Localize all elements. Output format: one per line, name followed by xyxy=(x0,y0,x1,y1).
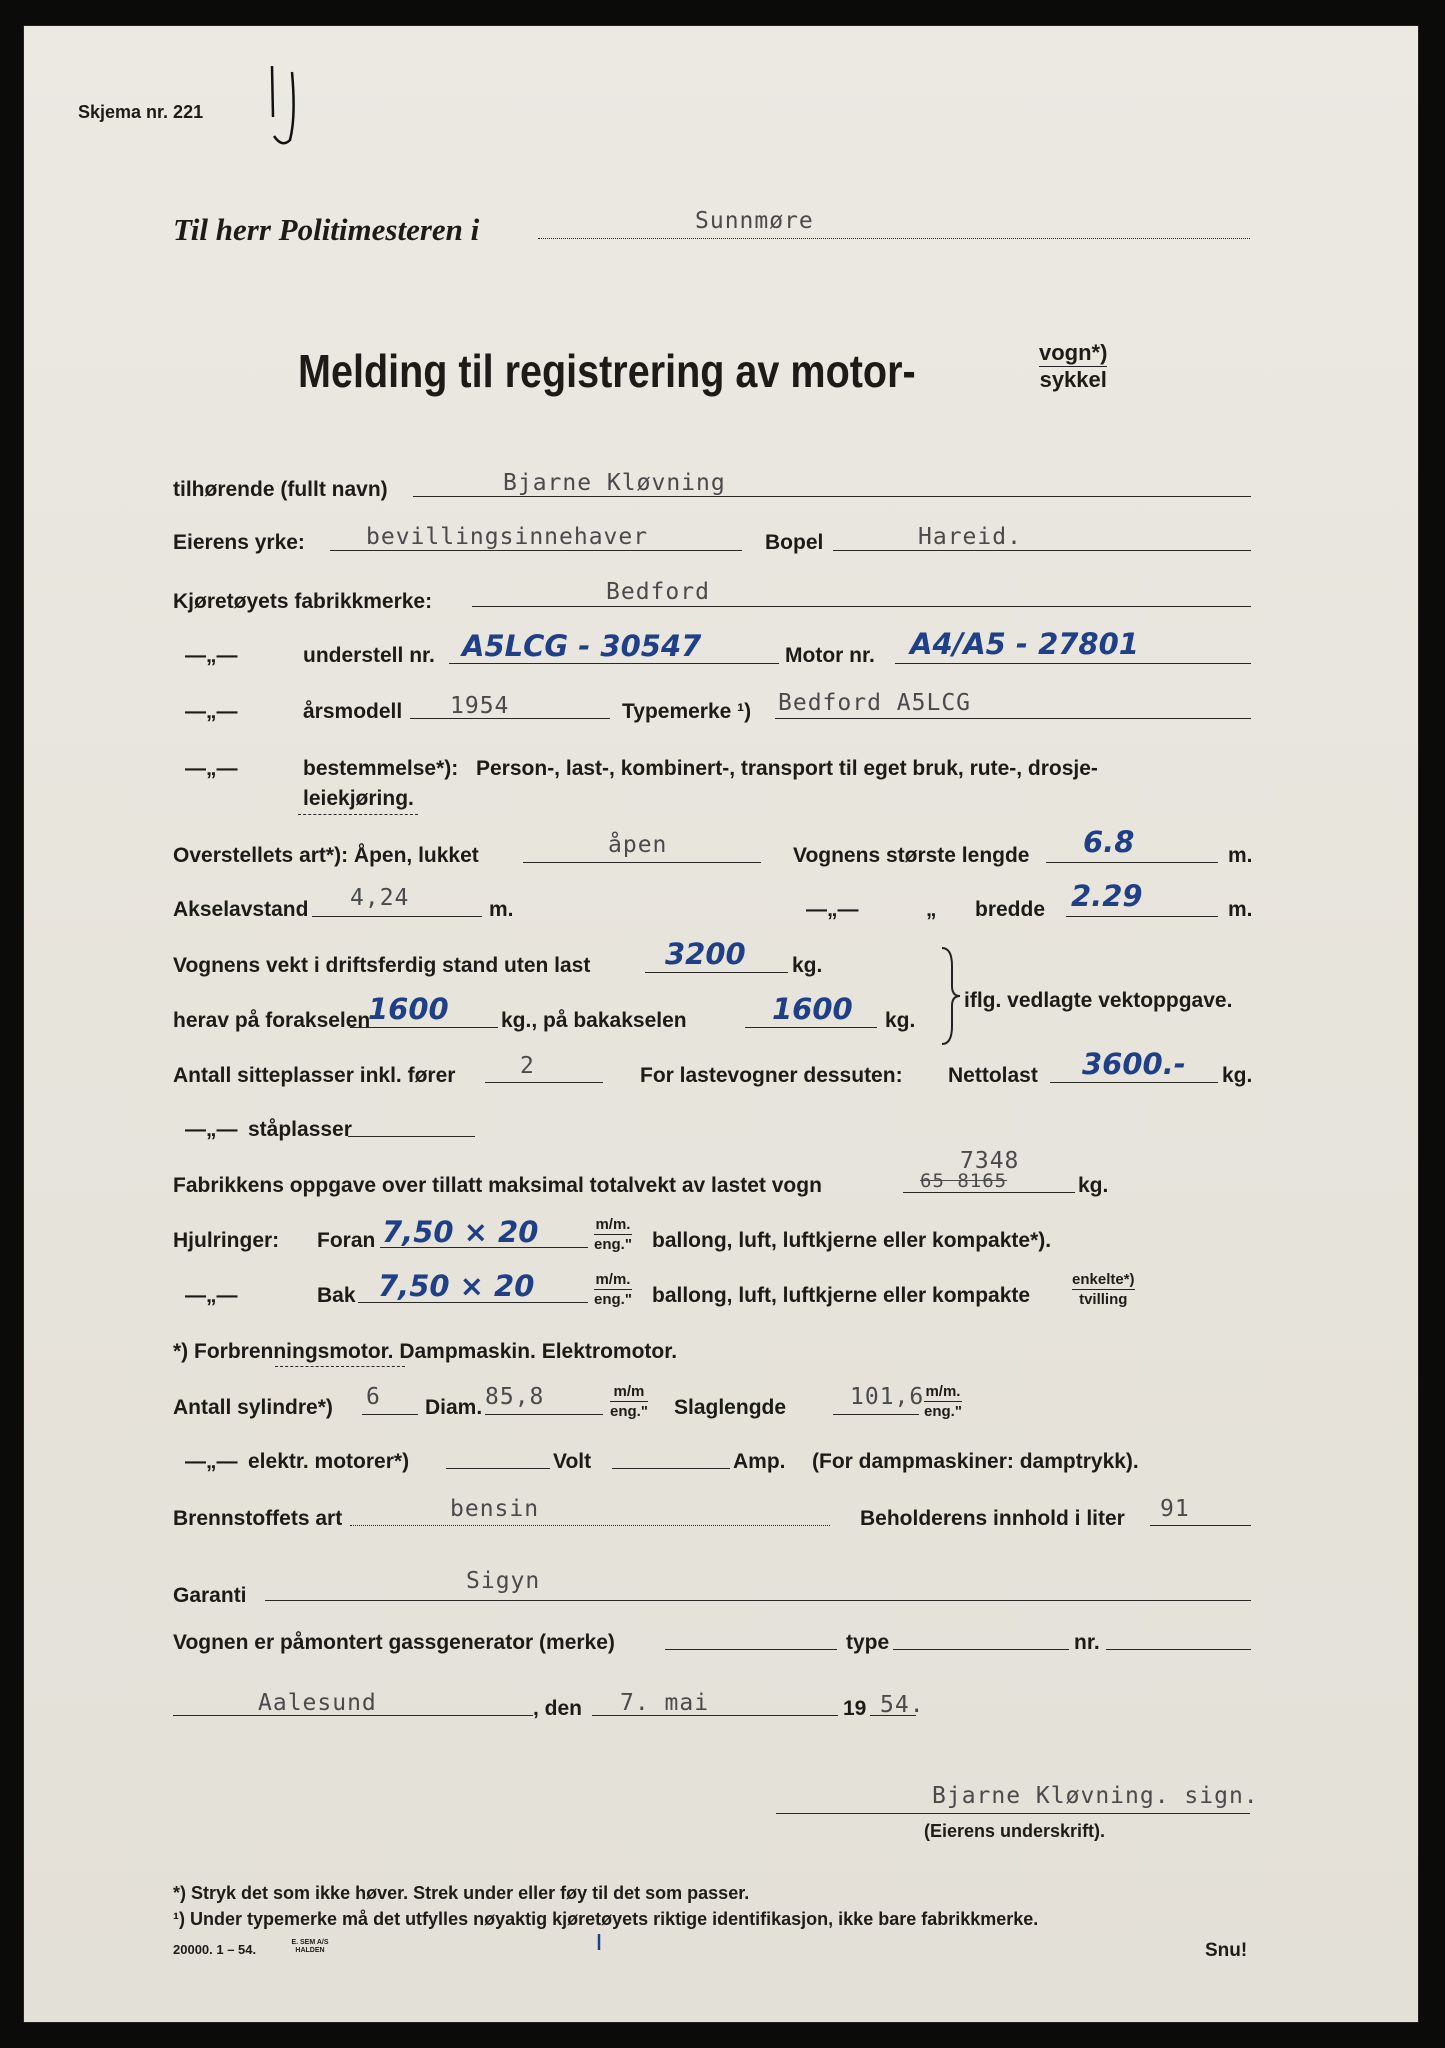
ditto-mark-6: —„— xyxy=(185,1118,238,1141)
tank-line xyxy=(1150,1525,1251,1526)
signature-line xyxy=(776,1813,1250,1814)
diameter-label: Diam. xyxy=(425,1396,483,1419)
weight-certificate-note: iflg. vedlagte vektoppgave. xyxy=(964,989,1233,1012)
addressee-label: Til herr Politimesteren i xyxy=(173,212,480,247)
tires-label: Hjulringer: xyxy=(173,1229,280,1252)
payload-label: Nettolast xyxy=(948,1064,1038,1087)
diameter-value: 85,8 xyxy=(485,1384,545,1410)
model-year: 1954 xyxy=(450,693,510,719)
owner-signature: Bjarne Kløvning. sign. xyxy=(932,1783,1259,1809)
occupation-label: Eierens yrke: xyxy=(173,531,305,554)
length-label: Vognens største lengde xyxy=(793,844,1030,867)
occupation-line xyxy=(330,550,742,551)
front-tire-unit xyxy=(594,1217,632,1252)
ditto-mark-2: —„— xyxy=(185,700,238,723)
make-line xyxy=(472,606,1251,607)
stroke-unit-bottom: eng." xyxy=(924,1403,962,1420)
owner-name-line xyxy=(413,496,1251,497)
rear-tire-size: 7,50 × 20 xyxy=(378,1269,535,1303)
body-label: Overstellets art*): Åpen, lukket xyxy=(173,844,479,867)
front-tire-unit-top: m/m. xyxy=(595,1216,631,1233)
electric-motors-line xyxy=(446,1468,550,1469)
owner-name: Bjarne Kløvning xyxy=(503,470,726,496)
diameter-unit xyxy=(610,1384,648,1419)
type-value: Bedford A5LCG xyxy=(778,690,972,716)
gas-type-line xyxy=(893,1649,1069,1650)
purpose-options: Person-, last-, kombinert-, transport til eget bruk, rute-, drosje- xyxy=(476,757,1098,780)
front-axle-label: herav på forakselen xyxy=(173,1009,371,1032)
width-line xyxy=(1066,916,1218,917)
front-axle-weight: 1600 xyxy=(368,992,449,1026)
front-tire-unit-bottom: eng." xyxy=(594,1236,632,1253)
ditto-mark-1: —„— xyxy=(185,644,238,667)
diameter-unit-bottom: eng." xyxy=(610,1403,648,1420)
curb-weight-line xyxy=(645,972,788,973)
rear-axle-unit: kg. xyxy=(885,1009,916,1032)
title-fraction xyxy=(1039,342,1107,391)
payload-value: 3600.- xyxy=(1082,1047,1186,1081)
rear-tire-unit xyxy=(594,1272,632,1307)
tank-value: 91 xyxy=(1160,1496,1190,1522)
residence: Hareid. xyxy=(918,524,1022,550)
max-weight: 7348 xyxy=(960,1148,1020,1174)
wheelbase-label: Akselavstand xyxy=(173,898,309,921)
chassis-label: understell nr. xyxy=(303,644,435,667)
max-weight-unit: kg. xyxy=(1078,1174,1109,1197)
body-line xyxy=(523,862,761,863)
ditto-mark-7: —„— xyxy=(185,1284,238,1307)
amp-label: Amp. xyxy=(733,1450,786,1473)
standing-label: ståplasser xyxy=(248,1118,352,1141)
width-label: bredde xyxy=(975,898,1046,921)
gas-generator-label: Vognen er påmontert gassgenerator (merke) xyxy=(173,1631,615,1654)
brace-mark xyxy=(938,946,962,1046)
stroke-value: 101,6 xyxy=(850,1384,925,1410)
curb-weight: 3200 xyxy=(665,937,746,971)
wheelbase-unit: m. xyxy=(489,898,514,921)
title-frac-bottom: sykkel xyxy=(1039,367,1107,392)
year-prefix: 19 xyxy=(843,1697,867,1720)
diameter-line xyxy=(485,1414,603,1415)
guarantee-value: Sigyn xyxy=(466,1568,541,1594)
tire-mounting-single: enkelte*) xyxy=(1072,1271,1135,1288)
stroke-unit xyxy=(924,1384,962,1419)
steam-note: (For dampmaskiner: damptrykk). xyxy=(812,1450,1139,1473)
body-value: åpen xyxy=(608,832,668,858)
rear-axle-weight: 1600 xyxy=(772,992,853,1026)
rear-axle-line xyxy=(745,1027,877,1028)
engine-number-label: Motor nr. xyxy=(785,644,875,667)
date-label: , den xyxy=(533,1697,583,1720)
title-frac-top: vogn*) xyxy=(1039,340,1108,365)
front-tires-label: Foran xyxy=(317,1229,376,1252)
type-line xyxy=(775,718,1251,719)
engine-kind-underline xyxy=(275,1366,405,1367)
make-label: Kjøretøyets fabrikkmerke: xyxy=(173,590,433,613)
fuel-line xyxy=(350,1525,830,1526)
place: Aalesund xyxy=(258,1690,377,1716)
purpose-underline xyxy=(298,814,418,815)
max-weight-label: Fabrikkens oppgave over tillatt maksimal totalvekt av lastet vogn xyxy=(173,1174,822,1197)
max-weight-struck: 65 8165 xyxy=(920,1170,1008,1192)
cylinders-label: Antall sylindre*) xyxy=(173,1396,333,1419)
width-unit: m. xyxy=(1228,898,1253,921)
gas-nr-label: nr. xyxy=(1074,1631,1100,1654)
fuel-value: bensin xyxy=(450,1496,540,1522)
payload-line xyxy=(1050,1082,1218,1083)
cylinders-line xyxy=(362,1414,418,1415)
printer-mark: E. SEM A/S HALDEN xyxy=(291,1939,329,1954)
occupation: bevillingsinnehaver xyxy=(366,524,649,550)
cylinders-value: 6 xyxy=(366,1384,381,1410)
tire-mounting xyxy=(1072,1272,1135,1307)
rear-tire-types: ballong, luft, luftkjerne eller kompakte xyxy=(652,1284,1031,1307)
rear-tire-unit-top: m/m. xyxy=(595,1271,631,1288)
seats-label: Antall sitteplasser inkl. fører xyxy=(173,1064,456,1087)
gas-type-label: type xyxy=(846,1631,890,1654)
pen-mark xyxy=(262,62,312,152)
residence-label: Bopel xyxy=(765,531,824,554)
curb-weight-unit: kg. xyxy=(792,954,823,977)
volt-line xyxy=(612,1468,730,1469)
ditto-mark-4: —„— xyxy=(806,898,859,921)
length-value: 6.8 xyxy=(1083,825,1135,859)
purpose-options-cont: leiekjøring. xyxy=(303,787,414,810)
guarantee-line xyxy=(265,1600,1251,1601)
residence-line xyxy=(833,550,1251,551)
front-tire-size: 7,50 × 20 xyxy=(382,1215,539,1249)
stroke-label: Slaglengde xyxy=(674,1396,787,1419)
purpose-label: bestemmelse*): xyxy=(303,757,459,780)
guarantee-label: Garanti xyxy=(173,1584,247,1607)
rear-tires-label: Bak xyxy=(317,1284,356,1307)
chassis-number: A5LCG - 30547 xyxy=(462,629,702,663)
footnote-strike: *) Stryk det som ikke høver. Strek under eller føy til det som passer. xyxy=(173,1883,750,1903)
print-info: 20000. 1 – 54. xyxy=(173,1942,257,1957)
form-title: Melding til registrering av motor- xyxy=(298,345,916,397)
model-year-label: årsmodell xyxy=(303,700,403,723)
addressee-line xyxy=(538,238,1250,239)
stroke-unit-top: m/m. xyxy=(925,1383,961,1400)
tire-mounting-dual: tvilling xyxy=(1079,1291,1128,1308)
stroke-line xyxy=(833,1414,919,1415)
fuel-label: Brennstoffets art xyxy=(173,1507,343,1530)
wheelbase-line xyxy=(312,916,482,917)
signature-caption: (Eierens underskrift). xyxy=(924,1821,1106,1841)
cargo-note: For lastevogner dessuten: xyxy=(640,1064,903,1087)
max-weight-line xyxy=(903,1192,1075,1193)
payload-unit: kg. xyxy=(1222,1064,1253,1087)
form-number: Skjema nr. 221 xyxy=(78,102,204,122)
gas-generator-line xyxy=(665,1649,837,1650)
addressee-value: Sunnmøre xyxy=(695,208,814,234)
chassis-line xyxy=(449,663,779,664)
wheelbase-value: 4,24 xyxy=(350,885,410,911)
electric-motors-label: elektr. motorer*) xyxy=(248,1450,410,1473)
length-unit: m. xyxy=(1228,844,1253,867)
pen-tick xyxy=(594,1932,604,1954)
seats-value: 2 xyxy=(520,1053,535,1079)
engine-kinds: *) Forbrenningsmotor. Dampmaskin. Elektromotor. xyxy=(173,1340,678,1363)
ditto-mark-5: „ xyxy=(926,898,937,921)
engine-number-line xyxy=(895,663,1251,664)
seats-line xyxy=(485,1082,603,1083)
standing-line xyxy=(348,1136,475,1137)
turn-over-note: Snu! xyxy=(1205,1940,1248,1961)
engine-number: A4/A5 - 27801 xyxy=(910,627,1139,661)
width-value: 2.29 xyxy=(1071,879,1143,913)
diameter-unit-top: m/m xyxy=(610,1384,648,1402)
gas-nr-line xyxy=(1106,1649,1251,1650)
volt-label: Volt xyxy=(553,1450,592,1473)
rear-axle-label: kg., på bakakselen xyxy=(501,1009,687,1032)
footnote-type: ¹) Under typemerke må det utfylles nøyaktig kjøretøyets riktige identifikasjon, ikke bare fabrikkmerke. xyxy=(173,1909,1039,1929)
length-line xyxy=(1046,862,1218,863)
model-year-line xyxy=(410,718,610,719)
ditto-mark-8: —„— xyxy=(185,1450,238,1473)
curb-weight-label: Vognens vekt i driftsferdig stand uten last xyxy=(173,954,591,977)
front-axle-line xyxy=(350,1027,498,1028)
make: Bedford xyxy=(606,579,710,605)
year-value: 54. xyxy=(880,1692,925,1718)
ditto-mark-3: —„— xyxy=(185,757,238,780)
rear-tire-unit-bottom: eng." xyxy=(594,1291,632,1308)
type-label: Typemerke ¹) xyxy=(622,700,752,723)
front-tire-types: ballong, luft, luftkjerne eller kompakte*). xyxy=(652,1229,1052,1252)
owner-name-label: tilhørende (fullt navn) xyxy=(173,478,388,501)
tank-label: Beholderens innhold i liter xyxy=(860,1507,1125,1530)
date-value: 7. mai xyxy=(620,1690,710,1716)
